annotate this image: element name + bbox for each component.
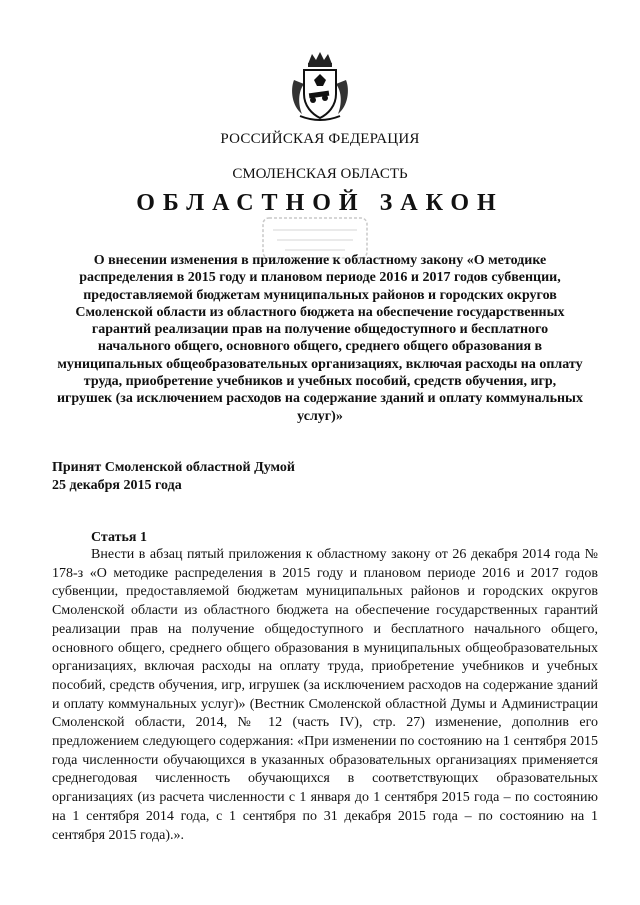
- country-heading: РОССИЙСКАЯ ФЕДЕРАЦИЯ: [220, 131, 420, 147]
- adoption-info: [52, 459, 295, 494]
- article-heading: Статья 1: [91, 530, 147, 545]
- adoption-line-1: Принят Смоленской областной Думой: [52, 460, 295, 475]
- adoption-date: 25 декабря 2015 года: [52, 477, 182, 493]
- article-text: Внести в абзац пятый приложения к областному закону от 26 декабря 2014 года № 178-з «О методике распределения в 2015 году и плановом периоде 2016 и 2017 годов субвенции, предоставляемой бюджетам муниципальных районов и городских округов Смоленской области из областного бюджета на обеспечение государственных гарантий реализации прав на получение общедоступного и бесплатного начального общего, основного общего, среднего общего образования в муниципальных общеобразовательных организациях, включая расходы на оплату труда, приобретение учебников и учебных пособий, средств обучения, игр, игрушек (за исключением расходов на содержание зданий и оплату коммунальных услуг)» (Вестник Смоленской областной Думы и Администрации Смоленской области, 2014, № 12 (часть IV), стр. 27) изменение, дополнив его предложением следующего содержания: «При изменении по состоянию на 1 сентября 2015 года численности обучающихся в указанных образовательных организациях применяется среднегодовая численность обучающихся в соответствующих образовательных организациях (из расчета численности с 1 января до 1 сентября 2015 года – по состоянию на 1 сентября 2014 года, с 1 сентября по 31 декабря 2015 года – по состоянию на 1 сентября 2015 года).».: [52, 547, 598, 843]
- region-heading: СМОЛЕНСКАЯ ОБЛАСТЬ: [232, 166, 408, 182]
- coat-of-arms-icon: [288, 50, 352, 122]
- document-type-heading: ОБЛАСТНОЙ ЗАКОН: [136, 190, 504, 216]
- law-title: О внесении изменения в приложение к областному закону «О методике распределения в 2015 году и плановом периоде 2016 и 2017 годов субвенции, предоставляемой бюджетам муниципальных районов и городских округов Смоленской области из областного бюджета на обеспечение государственных гарантий реализации прав на получение общедоступного и бесплатного начального общего, основного общего, среднего общего образования в муниципальных общеобразовательных организациях, включая расходы на оплату труда, приобретение учебников и учебных пособий, средств обучения, игр, игрушек (за исключением расходов на содержание зданий и оплату коммунальных услуг)»: [56, 253, 583, 424]
